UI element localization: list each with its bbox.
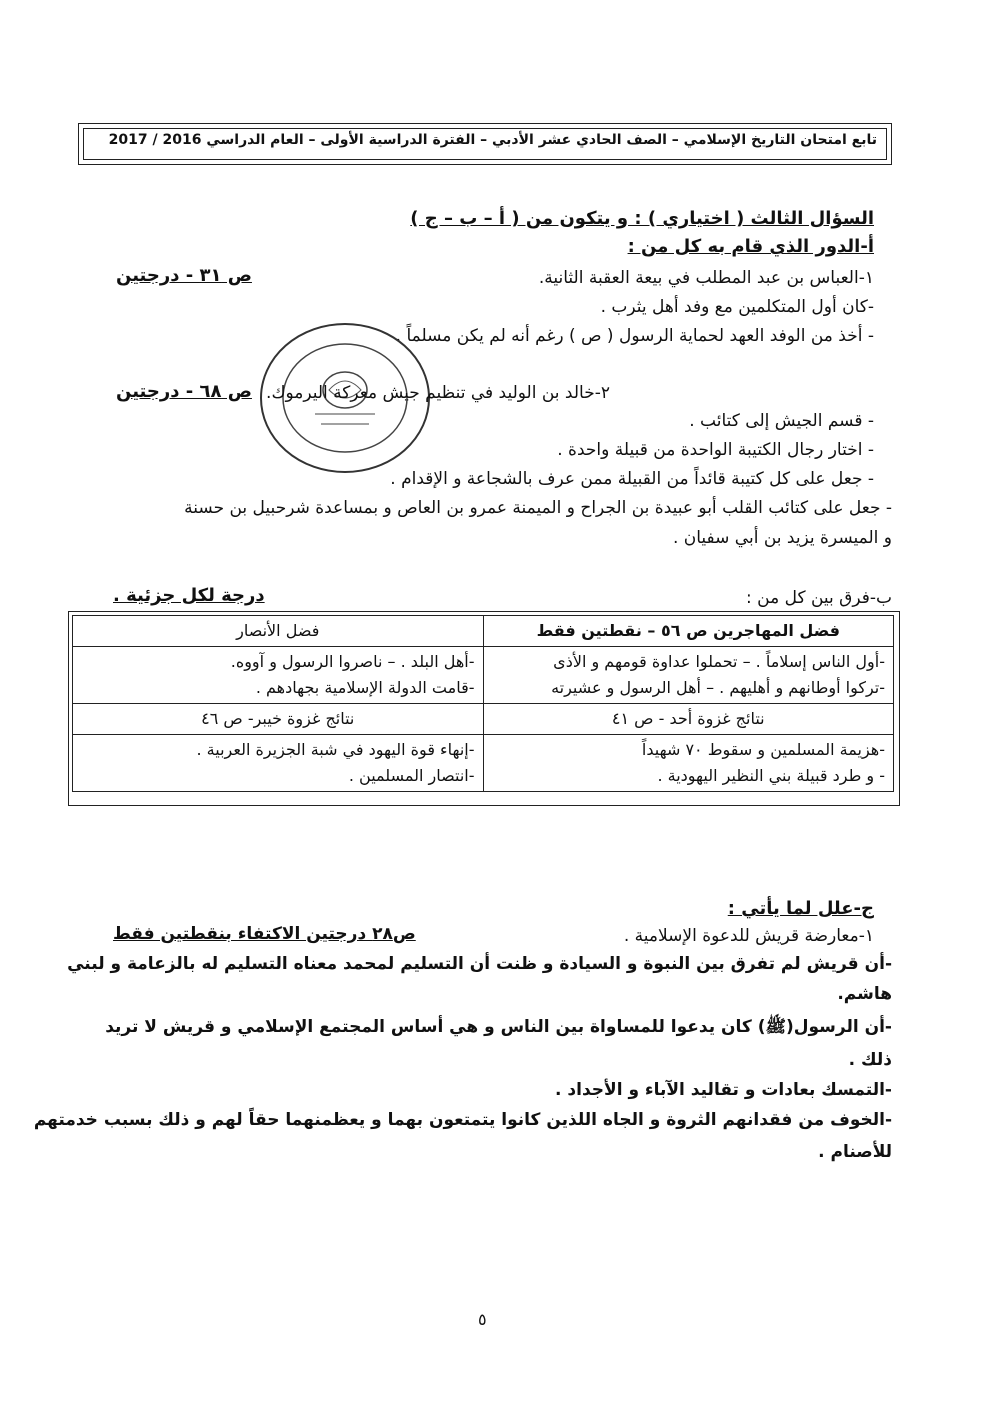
- item1-grade: ص ٣١ - درجتين: [116, 265, 252, 286]
- section-a-title: أ-الدور الذي قام به كل من :: [627, 236, 874, 257]
- item2-point: - قسم الجيش إلى كتائب .: [689, 411, 874, 431]
- table-row: [73, 704, 894, 735]
- section-c-grade: ص٢٨ درجتين الاكتفاء بنقطتين فقط: [113, 924, 416, 944]
- table-cell: نتائج غزوة خيبر- ص ٤٦: [201, 709, 355, 728]
- c-point: -التمسك بعادات و تقاليد الآباء و الأجداد .: [555, 1080, 892, 1100]
- table-cell: -تركوا أوطانهم و أهليهم . – أهل الرسول و عشيرته: [551, 678, 885, 697]
- item2-point: و الميسرة يزيد بن أبي سفيان .: [672, 528, 892, 548]
- c-point: -أن الرسول(ﷺ) كان يدعوا للمساواة بين الناس و هي أساس المجتمع الإسلامي و قريش لا تريد: [105, 1017, 892, 1037]
- section-b-title: ب-فرق بين كل من :: [746, 588, 892, 608]
- table-cell: -إنهاء قوة اليهود في شبة الجزيرة العربية .: [196, 740, 475, 759]
- table-cell: -قامت الدولة الإسلامية بجهادهم .: [255, 678, 475, 697]
- table-row: [73, 616, 894, 647]
- table-cell: نتائج غزوة أحد - ص ٤١: [611, 709, 765, 728]
- table-cell: فضل المهاجرين ص ٥٦ – نقطتين فقط: [536, 621, 840, 640]
- item1-title: ١-العباس بن عبد المطلب في بيعة العقبة الثانية.: [538, 268, 874, 288]
- item2-title: ٢-خالد بن الوليد في تنظيم جيش معركة اليرموك.: [266, 383, 610, 403]
- table-header-uhud: [483, 704, 894, 735]
- comparison-table: [72, 615, 894, 792]
- table-header-khaybar: [73, 704, 484, 735]
- table-cell: -أول الناس إسلاماً . – تحملوا عداوة قومهم و الأذى: [553, 652, 885, 671]
- exam-header: تابع امتحان التاريخ الإسلامي – الصف الحادي عشر الأدبي – الفترة الدراسية الأولى – العام الدراسي 2016 / 2017: [108, 132, 877, 148]
- c-point: للأصنام .: [818, 1142, 892, 1162]
- section-c-title: ج-علل لما يأتي :: [727, 898, 874, 919]
- table-cell-ansar-points: [73, 647, 484, 704]
- section-b-grade: درجة لكل جزئية .: [113, 585, 265, 606]
- section-c-item: ١-معارضة قريش للدعوة الإسلامية .: [623, 926, 874, 946]
- c-point: -أن قريش لم تفرق بين النبوة و السيادة و ظنت أن التسليم لمحمد معناه التسليم له بالزعامة و لبني: [67, 954, 892, 974]
- table-cell-khaybar-points: [73, 735, 484, 792]
- item2-point: - اختار رجال الكتيبة الواحدة من قبيلة واحدة .: [557, 440, 874, 460]
- c-point: هاشم.: [837, 984, 892, 1004]
- header-box: [78, 123, 892, 165]
- table-cell: فضل الأنصار: [236, 621, 320, 640]
- table-cell-muhajirin-points: [483, 647, 894, 704]
- item2-point: - جعل على كل كتيبة قائداً من القبيلة ممن عرف بالشجاعة و الإقدام .: [390, 469, 874, 489]
- item1-point: - أخذ من الوفد العهد لحماية الرسول ( ص ) رغم أنه لم يكن مسلماً .: [395, 326, 874, 346]
- table-cell: - و طرد قبيلة بني النظير اليهودية .: [657, 766, 885, 785]
- table-cell: -هزيمة المسلمين و سقوط ٧٠ شهيداً: [641, 740, 885, 759]
- table-header-muhajirin: [483, 616, 894, 647]
- c-point: -الخوف من فقدانهم الثروة و الجاه اللذين كانوا يتمتعون بهما و يعظمنهما حقاً لهم و ذلك بسبب خدمتهم: [33, 1110, 892, 1130]
- table-cell: -انتصار المسلمين .: [348, 766, 475, 785]
- item2-point: - جعل على كتائب القلب أبو عبيدة بن الجراح و الميمنة عمرو بن العاص و بمساعدة شرحبيل بن حسنة: [184, 498, 892, 518]
- table-row: [73, 735, 894, 792]
- table-cell-uhud-points: [483, 735, 894, 792]
- table-header-ansar: [73, 616, 484, 647]
- c-point: ذلك .: [848, 1050, 892, 1070]
- item2-grade: ص ٦٨ - درجتين: [116, 381, 252, 402]
- table-cell: -أهل البلد . – ناصروا الرسول و آووه.: [230, 652, 475, 671]
- item1-point: -كان أول المتكلمين مع وفد أهل يثرب .: [600, 297, 874, 317]
- page-number: ٥: [478, 1310, 487, 1329]
- table-row: [73, 647, 894, 704]
- question-title: السؤال الثالث ( اختياري ) : و يتكون من ( أ – ب – ج ): [410, 208, 874, 229]
